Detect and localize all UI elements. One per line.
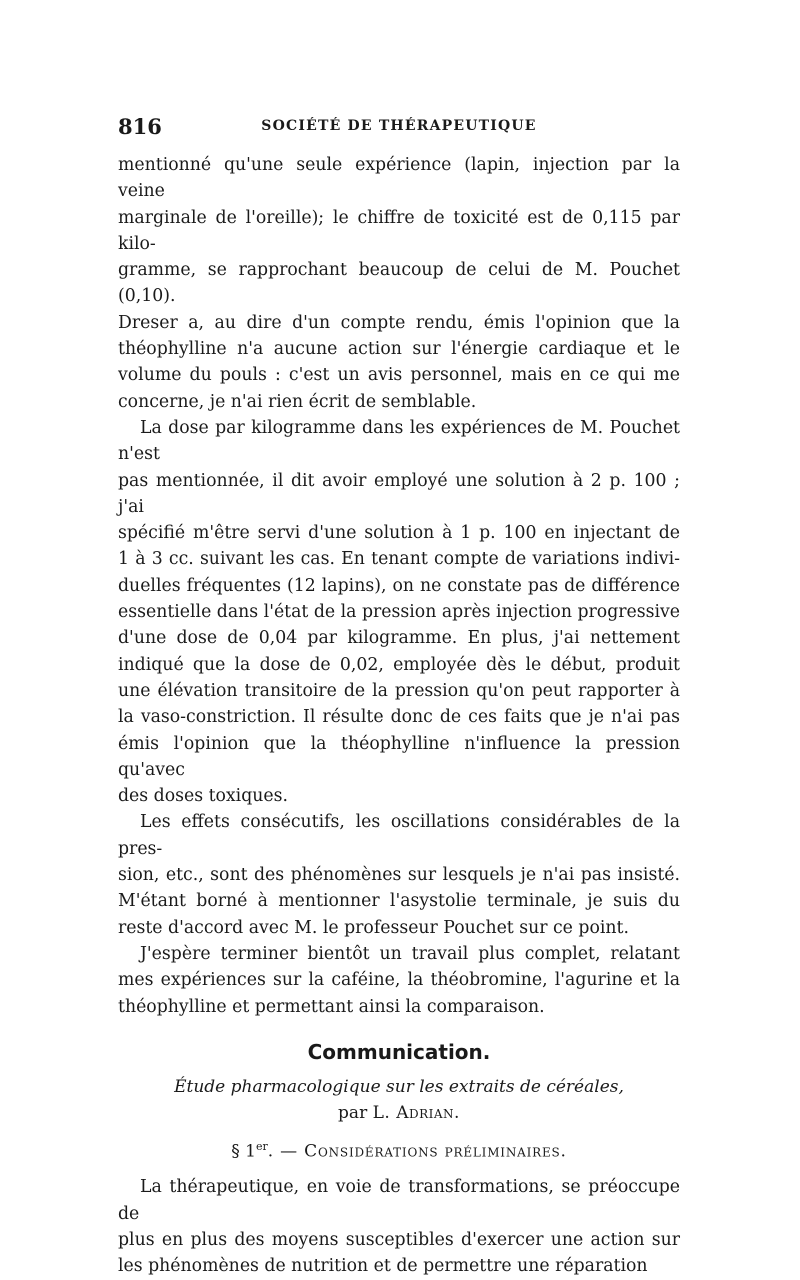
text-line: mentionné qu'une seule expérience (lapin, injection par la veine xyxy=(118,155,680,202)
text-line: Dreser a, au dire d'un compte rendu, émis l'opinion que la xyxy=(118,312,680,333)
study-title: Étude pharmacologique sur les extraits de céréales, xyxy=(174,1076,624,1097)
byline xyxy=(118,1100,680,1126)
running-head: SOCIÉTÉ DE THÉRAPEUTIQUE xyxy=(261,118,537,134)
text-line: gramme, se rapprochant beaucoup de celui de M. Pouchet (0,10). xyxy=(118,260,680,307)
text-line: J'espère terminer bientôt un travail plus complet, relatant xyxy=(140,943,680,964)
text-line: M'étant borné à mentionner l'asystolie terminale, je suis du xyxy=(118,891,680,912)
subhead-text: . — Considérations préliminaires. xyxy=(267,1141,567,1162)
text-line: des doses toxiques. xyxy=(118,786,288,807)
text-line: La thérapeutique, en voie de transformations, se préoccupe de xyxy=(118,1177,680,1224)
page-number: 816 xyxy=(118,114,162,139)
text-line: émis l'opinion que la théophylline n'influence la pression qu'avec xyxy=(118,733,680,780)
subsection-heading xyxy=(118,1134,680,1165)
text-line: essentielle dans l'état de la pression après injection progressive xyxy=(118,602,680,623)
text-line: duelles fréquentes (12 lapins), on ne constate pas de différence xyxy=(118,575,680,596)
text-line: une élévation transitoire de la pression qu'on peut rapporter à xyxy=(118,680,680,701)
text-line: indiqué que la dose de 0,02, employée dès le début, produit xyxy=(118,654,680,675)
text-line: concerne, je n'ai rien écrit de semblable. xyxy=(118,391,477,412)
section-title: Communication. xyxy=(307,1039,491,1064)
text-line: Les effets consécutifs, les oscillations considérables de la pres- xyxy=(118,812,680,859)
text-line: marginale de l'oreille); le chiffre de toxicité est de 0,115 par kilo- xyxy=(118,207,680,254)
text-line: spécifié m'être servi d'une solution à 1 p. 100 en injectant de xyxy=(118,523,680,544)
text-line: plus en plus des moyens susceptibles d'exercer une action sur xyxy=(118,1230,680,1251)
text-line: théophylline et permettant ainsi la comparaison. xyxy=(118,996,545,1017)
paragraph-group-2 xyxy=(118,1174,680,1279)
text-line: sion, etc., sont des phénomènes sur lesquels je n'ai pas insisté. xyxy=(118,865,680,886)
text-body xyxy=(118,152,680,1280)
text-line: pas mentionnée, il dit avoir employé une solution à 2 p. 100 ; j'ai xyxy=(118,470,680,517)
text-line: La dose par kilogramme dans les expériences de M. Pouchet n'est xyxy=(118,417,680,465)
byline-prefix: par xyxy=(338,1102,368,1123)
byline-author: L. Adrian. xyxy=(372,1102,460,1123)
paragraph-group-1 xyxy=(118,152,680,1020)
text-line: reste d'accord avec M. le professeur Pouchet sur ce point. xyxy=(118,917,629,938)
text-line: volume du pouls : c'est un avis personnel, mais en ce qui me xyxy=(118,365,680,386)
text-line: la vaso-constriction. Il résulte donc de ces faits que je n'ai pas xyxy=(118,707,680,728)
text-line: 1 à 3 cc. suivant les cas. En tenant compte de variations indivi- xyxy=(118,549,680,570)
subhead-symbol: § 1 xyxy=(231,1141,256,1162)
text-line: d'une dose de 0,04 par kilogramme. En plus, j'ai nettement xyxy=(118,628,680,649)
subhead-sup: er xyxy=(255,1139,268,1153)
text-line: mes expériences sur la caféine, la théobromine, l'agurine et la xyxy=(118,970,680,991)
text-line: les phénomènes de nutrition et de permettre une réparation xyxy=(118,1256,648,1277)
text-line: théophylline n'a aucune action sur l'énergie cardiaque et le xyxy=(118,339,680,360)
page-header xyxy=(118,114,680,144)
